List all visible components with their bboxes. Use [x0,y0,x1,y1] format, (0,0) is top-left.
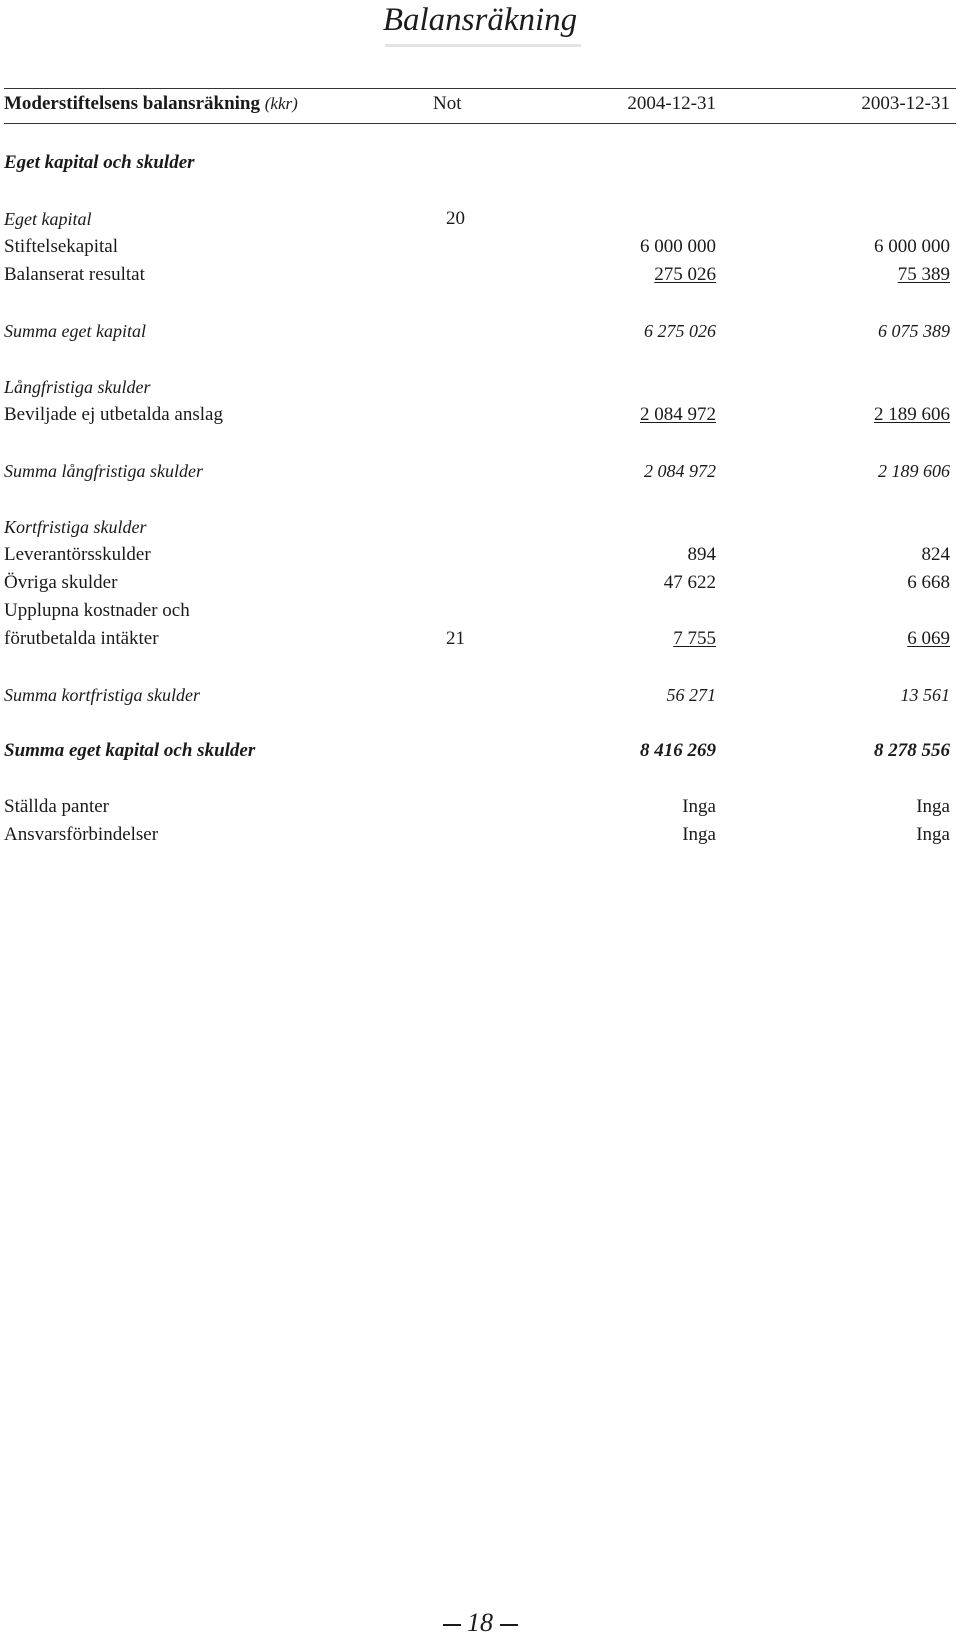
table-row [0,402,960,428]
row-label: Beviljade ej utbetalda anslag [4,404,223,425]
table-row [0,822,960,848]
header-col-2003: 2003-12-31 [861,93,950,114]
subtotal-row [0,682,960,708]
table-row [0,570,960,596]
row-label: Summa kortfristiga skulder [4,685,200,705]
row-value-2004: Inga [682,824,716,845]
row-label: Leverantörsskulder [4,544,151,565]
row-label: Upplupna kostnader och [4,600,190,621]
footer-dash-right [500,1624,518,1626]
row-label: Ansvarsförbindelser [4,824,159,845]
row-value-2003: 6 000 000 [874,236,950,257]
row-label: Ställda panter [4,796,109,817]
page-number: 18 [467,1608,493,1637]
row-value-2004: 6 000 000 [640,236,716,257]
header-rule-bottom [4,123,956,124]
header-title: Moderstiftelsens balansräkning [4,93,260,114]
row-value-2004: 56 271 [666,685,716,705]
row-note: 20 [446,208,465,229]
row-value-2003: 75 389 [897,264,950,285]
row-label: Eget kapital [4,209,92,229]
row-value-2003: Inga [916,796,950,817]
subsection-heading [0,374,960,400]
subsection-heading [0,206,960,232]
section-label: Eget kapital och skulder [4,152,195,173]
row-value-2003: 13 561 [900,685,950,705]
header-rule-top [4,88,956,89]
subtotal-row [0,318,960,344]
footer-dash-left [443,1624,461,1626]
row-value-2004: 7 755 [673,628,716,649]
page-footer [0,1610,960,1636]
table-row [0,626,960,652]
row-value-2004: 2 084 972 [640,404,716,425]
row-label: Summa långfristiga skulder [4,461,204,481]
subsection-heading [0,514,960,540]
row-value-2004: 8 416 269 [640,740,716,761]
row-value-2004: 894 [687,544,716,565]
table-row [0,262,960,288]
row-note: 21 [446,628,465,649]
total-row [0,738,960,764]
header-col-2004: 2004-12-31 [627,93,716,114]
title-underline [385,44,581,47]
row-value-2004: 6 275 026 [644,321,716,341]
table-row [0,794,960,820]
header-unit: (kkr) [264,94,298,113]
row-label: Övriga skulder [4,572,118,593]
row-value-2003: 2 189 606 [878,461,950,481]
row-value-2004: 275 026 [654,264,716,285]
row-value-2004: 47 622 [663,572,716,593]
table-row [0,542,960,568]
table-row [0,234,960,260]
row-label: Balanserat resultat [4,264,145,285]
table-header [0,91,960,117]
row-label: Kortfristiga skulder [4,517,147,537]
row-label: Summa eget kapital och skulder [4,740,256,761]
row-value-2003: 6 075 389 [878,321,950,341]
row-value-2003: 8 278 556 [874,740,950,761]
row-value-2003: 824 [921,544,950,565]
row-label: Långfristiga skulder [4,377,151,397]
header-label [4,91,298,117]
header-note: Not [433,93,462,114]
table-row [0,598,960,624]
row-label: förutbetalda intäkter [4,628,159,649]
row-value-2003: 6 668 [907,572,950,593]
row-label: Stiftelsekapital [4,236,118,257]
row-value-2003: 6 069 [907,628,950,649]
row-value-2004: Inga [682,796,716,817]
subtotal-row [0,458,960,484]
row-label: Summa eget kapital [4,321,146,341]
page-title: Balansräkning [382,2,578,38]
row-value-2003: Inga [916,824,950,845]
row-value-2003: 2 189 606 [874,404,950,425]
row-value-2004: 2 084 972 [644,461,716,481]
section-heading [0,150,960,176]
